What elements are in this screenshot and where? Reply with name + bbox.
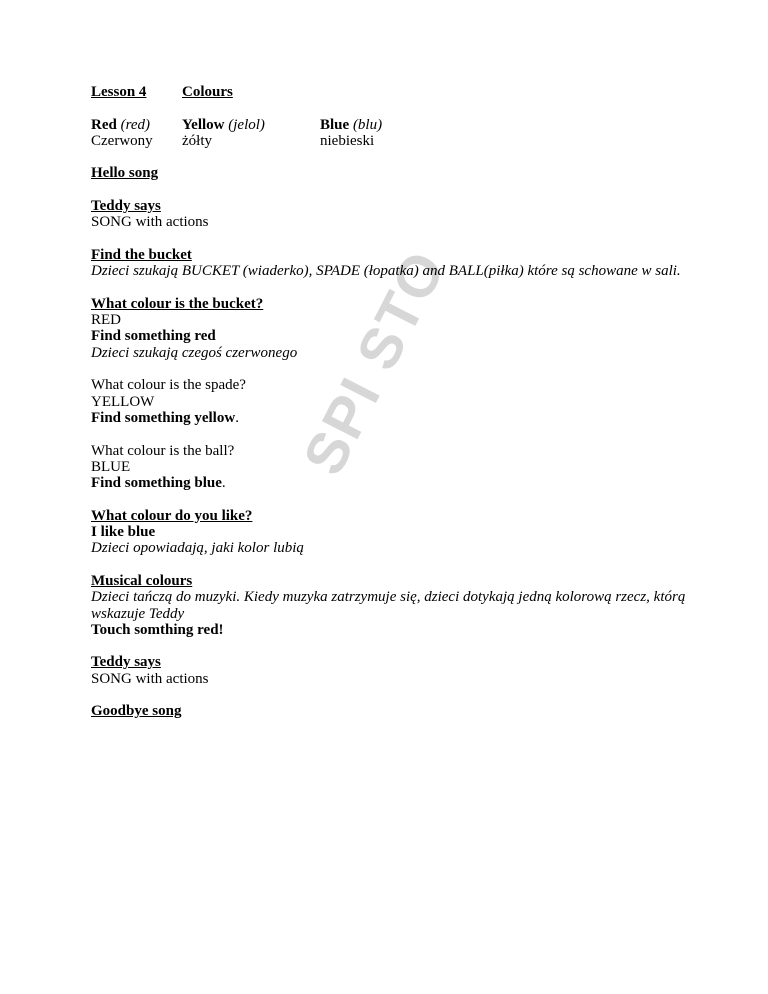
lesson-number: Lesson 4	[91, 84, 147, 100]
colour-red: Red (red)	[91, 116, 151, 133]
watermark: SPI STO	[290, 240, 459, 485]
note: Dzieci opowiadają, jaki kolor lubią	[91, 540, 304, 557]
hello-song: Hello song	[91, 165, 159, 182]
ball-colour-section	[91, 443, 691, 492]
instruction: Find something yellow.	[91, 409, 239, 426]
answer: YELLOW	[91, 393, 155, 410]
section-title: Teddy says	[91, 198, 161, 215]
question: What colour is the ball?	[91, 442, 235, 459]
answer: BLUE	[91, 458, 131, 475]
bucket-colour-section	[91, 296, 691, 361]
question: What colour is the spade?	[91, 377, 246, 394]
colours-polish-row	[91, 133, 691, 149]
find-bucket-section	[91, 247, 691, 280]
musical-colours-section	[91, 573, 691, 638]
section-desc: SONG with actions	[91, 214, 209, 231]
section-title: Musical colours	[91, 572, 193, 589]
colours-english-row	[91, 117, 691, 133]
section-desc: SONG with actions	[91, 670, 209, 687]
section-desc: Dzieci tańczą do muzyki. Kiedy muzyka zatrzymuje się, dzieci dotykają jedną kolorową rzecz, którą wskazuje Teddy	[91, 589, 686, 622]
colour-yellow: Yellow (jelol)	[182, 116, 265, 133]
colour-red-pl: Czerwony	[91, 132, 153, 149]
like-colour-section	[91, 508, 691, 557]
section-title: Find the bucket	[91, 246, 192, 263]
command: Touch somthing red!	[91, 621, 224, 638]
instruction: Find something blue.	[91, 475, 226, 492]
answer: I like blue	[91, 524, 156, 541]
lesson-topic: Colours	[182, 84, 233, 100]
instruction: Find something red	[91, 328, 216, 345]
teddy-says-section-2	[91, 654, 691, 687]
spade-colour-section	[91, 377, 691, 426]
section-title: Teddy says	[91, 654, 161, 671]
colour-yellow-pl: żółty	[182, 132, 212, 149]
goodbye-song: Goodbye song	[91, 703, 182, 720]
note: Dzieci szukają czegoś czerwonego	[91, 344, 298, 361]
colour-blue-pl: niebieski	[320, 132, 375, 149]
question: What colour do you like?	[91, 507, 253, 524]
question: What colour is the bucket?	[91, 295, 264, 312]
section-desc: Dzieci szukają BUCKET (wiaderko), SPADE (łopatka) and BALL(piłka) które są schowane w sali.	[91, 263, 681, 280]
lesson-document	[91, 84, 691, 720]
colours-table	[91, 117, 691, 150]
teddy-says-section	[91, 198, 691, 231]
answer: RED	[91, 312, 121, 329]
lesson-header	[91, 84, 691, 100]
colour-blue: Blue (blu)	[320, 116, 383, 133]
